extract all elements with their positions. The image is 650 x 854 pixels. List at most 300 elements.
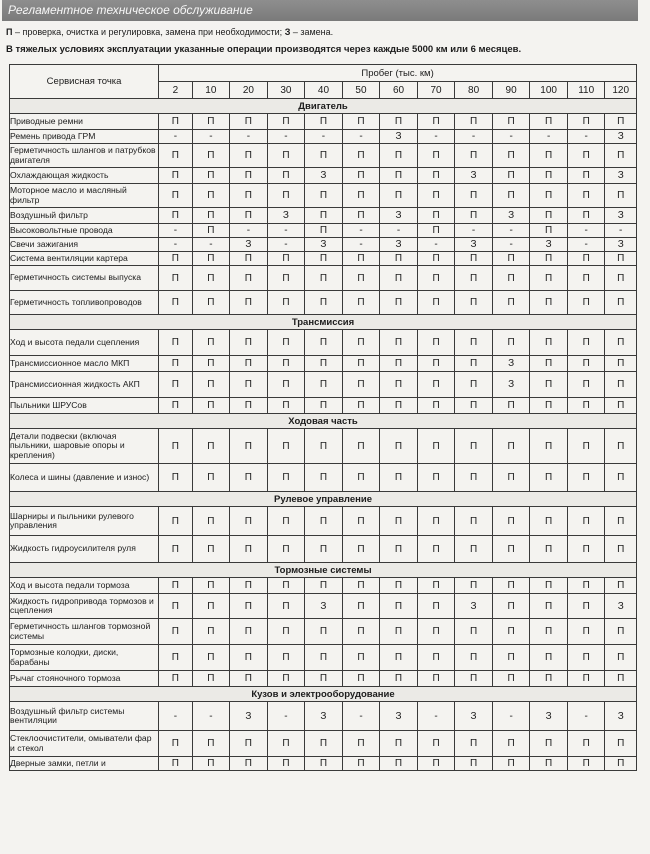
service-mark: П [267,144,305,168]
table-row [10,464,637,492]
service-mark: П [492,266,530,291]
service-mark: З [380,238,418,252]
mileage-col-header: 10 [192,82,230,99]
service-mark: П [605,266,637,291]
service-mark: П [417,168,455,184]
service-mark: П [159,266,192,291]
service-mark: П [417,619,455,645]
service-mark: З [530,702,568,731]
table-row [10,208,637,224]
service-mark: П [567,731,605,757]
service-mark: З [380,702,418,731]
service-mark: П [159,330,192,356]
service-mark: П [530,291,568,315]
service-mark: П [159,114,192,130]
service-point-label: Шарниры и пыльники рулевого управления [10,507,159,536]
service-mark: П [567,208,605,224]
service-mark: П [342,536,380,563]
table-row [10,645,637,671]
service-mark: П [455,731,493,757]
service-mark: П [492,429,530,464]
service-mark: П [605,429,637,464]
service-mark: П [417,291,455,315]
service-mark: П [342,330,380,356]
service-mark: П [417,356,455,372]
mileage-col-header: 20 [230,82,268,99]
service-mark: П [417,594,455,619]
table-row [10,114,637,130]
service-mark: П [267,372,305,398]
table-row [10,536,637,563]
service-mark: П [159,594,192,619]
service-mark: П [267,671,305,687]
service-mark: П [605,252,637,266]
service-mark: - [159,130,192,144]
legend-z-symbol: З [284,27,291,37]
service-point-label: Герметичность шлангов и патрубков двигателя [10,144,159,168]
service-mark: П [159,356,192,372]
service-mark: П [305,356,343,372]
table-row [10,252,637,266]
service-mark: П [380,252,418,266]
service-point-label: Система вентиляции картера [10,252,159,266]
service-mark: П [455,291,493,315]
service-mark: П [492,578,530,594]
service-mark: З [455,238,493,252]
table-row [10,594,637,619]
service-mark: П [567,330,605,356]
service-mark: П [380,184,418,208]
service-mark: П [267,507,305,536]
service-point-label: Герметичность шлангов тормозной системы [10,619,159,645]
table-row [10,429,637,464]
service-mark: П [230,372,268,398]
service-mark: З [380,208,418,224]
service-mark: П [380,645,418,671]
service-mark: П [567,578,605,594]
service-mark: П [305,114,343,130]
service-mark: П [605,184,637,208]
mileage-col-header: 30 [267,82,305,99]
service-mark: П [492,464,530,492]
legend-z-text: – замена. [290,27,334,37]
service-mark: П [342,398,380,414]
service-mark: П [230,507,268,536]
service-mark: П [567,619,605,645]
service-mark: - [455,130,493,144]
service-mark: - [342,238,380,252]
service-mark: - [342,702,380,731]
service-mark: П [267,619,305,645]
service-mark: П [159,536,192,563]
service-mark: П [492,671,530,687]
section-header-row [10,492,637,507]
service-mark: П [342,464,380,492]
service-mark: З [455,594,493,619]
service-mark: З [305,168,343,184]
service-mark: П [492,114,530,130]
service-mark: П [342,114,380,130]
service-mark: П [605,356,637,372]
service-mark: П [267,266,305,291]
service-mark: П [267,398,305,414]
service-mark: П [342,578,380,594]
service-mark: П [417,330,455,356]
service-mark: П [192,184,230,208]
service-mark: П [417,184,455,208]
service-mark: З [230,702,268,731]
service-mark: П [342,731,380,757]
service-mark: П [417,645,455,671]
mileage-col-header: 40 [305,82,343,99]
service-mark: П [605,671,637,687]
service-mark: П [230,671,268,687]
service-point-label: Трансмиссионное масло МКП [10,356,159,372]
service-point-label: Дверные замки, петли и [10,757,159,771]
service-point-label: Жидкость гидропривода тормозов и сцепления [10,594,159,619]
service-mark: П [530,252,568,266]
service-mark: - [567,238,605,252]
service-mark: - [567,702,605,731]
section-name: Трансмиссия [10,315,637,330]
service-mark: З [605,238,637,252]
section-name: Тормозные системы [10,563,637,578]
service-mark: З [492,372,530,398]
table-row [10,731,637,757]
service-mark: П [530,208,568,224]
service-mark: П [605,372,637,398]
section-header-row [10,315,637,330]
service-mark: П [530,372,568,398]
legend-p-symbol: П [6,27,13,37]
service-mark: П [267,184,305,208]
service-mark: П [192,507,230,536]
service-mark: П [605,114,637,130]
service-mark: - [192,238,230,252]
service-mark: П [380,578,418,594]
service-mark: П [567,266,605,291]
service-mark: З [605,594,637,619]
service-point-label: Ход и высота педали сцепления [10,330,159,356]
service-mark: П [492,291,530,315]
service-mark: П [567,291,605,315]
service-mark: П [305,578,343,594]
service-mark: П [380,464,418,492]
service-mark: П [267,536,305,563]
service-mark: П [192,429,230,464]
service-mark: П [192,291,230,315]
service-mark: П [230,144,268,168]
service-mark: П [159,757,192,771]
service-mark: П [417,671,455,687]
mileage-col-header: 120 [605,82,637,99]
service-mark: П [380,266,418,291]
service-point-label: Трансмиссионная жидкость АКП [10,372,159,398]
service-mark: П [230,168,268,184]
service-mark: П [530,266,568,291]
maintenance-schedule-table [9,64,637,771]
service-mark: П [305,208,343,224]
service-mark: П [380,356,418,372]
service-mark: П [380,330,418,356]
service-mark: - [305,130,343,144]
service-mark: П [230,208,268,224]
service-mark: П [455,208,493,224]
service-mark: П [380,429,418,464]
service-mark: П [530,671,568,687]
service-mark: П [530,578,568,594]
service-mark: П [455,266,493,291]
service-mark: П [267,645,305,671]
service-mark: - [342,224,380,238]
service-mark: П [605,731,637,757]
service-mark: П [159,208,192,224]
service-mark: П [530,184,568,208]
section-name: Рулевое управление [10,492,637,507]
service-mark: П [417,464,455,492]
service-mark: П [159,252,192,266]
service-mark: П [159,619,192,645]
service-point-label: Приводные ремни [10,114,159,130]
service-mark: З [455,702,493,731]
section-title: Регламентное техническое обслуживание [2,0,638,21]
service-mark: П [192,594,230,619]
mileage-col-header: 60 [380,82,418,99]
table-row [10,130,637,144]
service-mark: П [530,114,568,130]
service-mark: З [305,238,343,252]
service-mark: П [267,594,305,619]
mileage-col-header: 50 [342,82,380,99]
service-mark: П [267,578,305,594]
service-mark: - [267,224,305,238]
service-mark: П [530,356,568,372]
service-mark: З [305,702,343,731]
table-row [10,372,637,398]
service-point-label: Свечи зажигания [10,238,159,252]
service-mark: - [230,130,268,144]
service-mark: П [455,184,493,208]
service-mark: П [455,429,493,464]
service-mark: П [342,594,380,619]
service-mark: - [342,130,380,144]
service-mark: П [380,731,418,757]
service-mark: П [159,144,192,168]
service-mark: П [567,429,605,464]
service-mark: П [159,291,192,315]
table-row [10,291,637,315]
service-mark: П [530,594,568,619]
service-mark: П [342,144,380,168]
service-mark: П [305,266,343,291]
service-mark: - [530,130,568,144]
service-mark: П [192,372,230,398]
service-mark: П [567,536,605,563]
service-mark: П [230,464,268,492]
table-row [10,356,637,372]
table-row [10,144,637,168]
service-mark: - [567,224,605,238]
table-row [10,224,637,238]
service-mark: П [380,398,418,414]
service-point-label: Охлаждающая жидкость [10,168,159,184]
table-row [10,757,637,771]
service-mark: П [567,757,605,771]
service-mark: - [417,238,455,252]
mileage-col-header: 80 [455,82,493,99]
service-mark: П [230,398,268,414]
service-mark: П [605,645,637,671]
service-mark: П [267,114,305,130]
service-mark: П [159,464,192,492]
service-mark: П [230,114,268,130]
service-mark: П [192,266,230,291]
service-mark: П [455,464,493,492]
service-mark: П [417,731,455,757]
table-row [10,238,637,252]
service-mark: - [605,224,637,238]
service-mark: П [305,731,343,757]
service-mark: П [305,144,343,168]
mileage-col-header: 70 [417,82,455,99]
service-mark: П [305,330,343,356]
service-mark: П [530,168,568,184]
service-mark: П [530,645,568,671]
service-mark: П [305,224,343,238]
service-mark: П [380,594,418,619]
service-mark: П [530,398,568,414]
table-row [10,671,637,687]
service-mark: П [492,168,530,184]
service-mark: П [567,594,605,619]
service-mark: П [305,536,343,563]
service-mark: П [230,330,268,356]
service-mark: П [192,645,230,671]
service-mark: П [455,356,493,372]
service-mark: З [492,208,530,224]
service-mark: П [342,429,380,464]
service-mark: П [267,464,305,492]
service-mark: П [192,208,230,224]
service-mark: - [267,238,305,252]
service-mark: П [159,507,192,536]
service-mark: П [192,757,230,771]
service-mark: П [380,757,418,771]
service-mark: - [492,702,530,731]
section-header-row [10,99,637,114]
service-mark: - [267,702,305,731]
service-mark: П [342,507,380,536]
service-mark: П [530,619,568,645]
service-mark: П [567,168,605,184]
service-mark: З [455,168,493,184]
table-row [10,578,637,594]
service-mark: П [342,619,380,645]
service-mark: П [492,731,530,757]
service-mark: П [159,184,192,208]
service-mark: П [192,224,230,238]
service-mark: П [417,398,455,414]
service-mark: П [192,671,230,687]
service-mark: П [192,144,230,168]
service-mark: П [417,757,455,771]
service-mark: П [305,291,343,315]
service-mark: П [492,536,530,563]
service-mark: П [159,578,192,594]
service-mark: П [342,356,380,372]
service-mark: П [417,507,455,536]
service-mark: - [159,702,192,731]
service-mark: П [567,356,605,372]
mileage-col-header: 2 [159,82,192,99]
service-mark: П [342,266,380,291]
service-mark: П [417,372,455,398]
service-mark: П [530,731,568,757]
service-mark: П [192,619,230,645]
mileage-col-header: 100 [530,82,568,99]
table-row [10,266,637,291]
service-mark: П [492,645,530,671]
service-mark: З [605,130,637,144]
service-mark: З [605,168,637,184]
service-mark: П [605,507,637,536]
section-name: Ходовая часть [10,414,637,429]
service-mark: П [417,224,455,238]
service-mark: П [159,398,192,414]
service-mark: П [530,330,568,356]
service-mark: - [230,224,268,238]
service-mark: З [605,702,637,731]
service-mark: П [305,619,343,645]
service-mark: П [305,184,343,208]
table-row [10,702,637,731]
service-mark: П [267,356,305,372]
service-mark: П [417,266,455,291]
service-mark: П [230,619,268,645]
service-mark: П [230,291,268,315]
service-mark: П [417,144,455,168]
service-mark: П [530,144,568,168]
service-mark: П [192,398,230,414]
service-mark: П [267,330,305,356]
service-point-label: Ход и высота педали тормоза [10,578,159,594]
service-mark: П [230,594,268,619]
service-mark: П [455,144,493,168]
service-mark: П [380,114,418,130]
service-mark: П [380,168,418,184]
service-mark: П [492,330,530,356]
service-mark: П [380,536,418,563]
service-mark: П [342,372,380,398]
service-mark: П [492,757,530,771]
section-header-row [10,687,637,702]
service-mark: П [455,372,493,398]
service-mark: - [417,130,455,144]
service-mark: П [530,507,568,536]
service-mark: П [417,208,455,224]
service-mark: П [492,594,530,619]
service-mark: П [567,144,605,168]
service-mark: - [192,130,230,144]
schedule-body [10,99,637,771]
service-mark: П [567,114,605,130]
service-mark: П [267,429,305,464]
service-mark: П [267,168,305,184]
service-mark: П [342,671,380,687]
service-point-label: Герметичность топливопроводов [10,291,159,315]
service-mark: П [380,619,418,645]
service-point-label: Воздушный фильтр [10,208,159,224]
